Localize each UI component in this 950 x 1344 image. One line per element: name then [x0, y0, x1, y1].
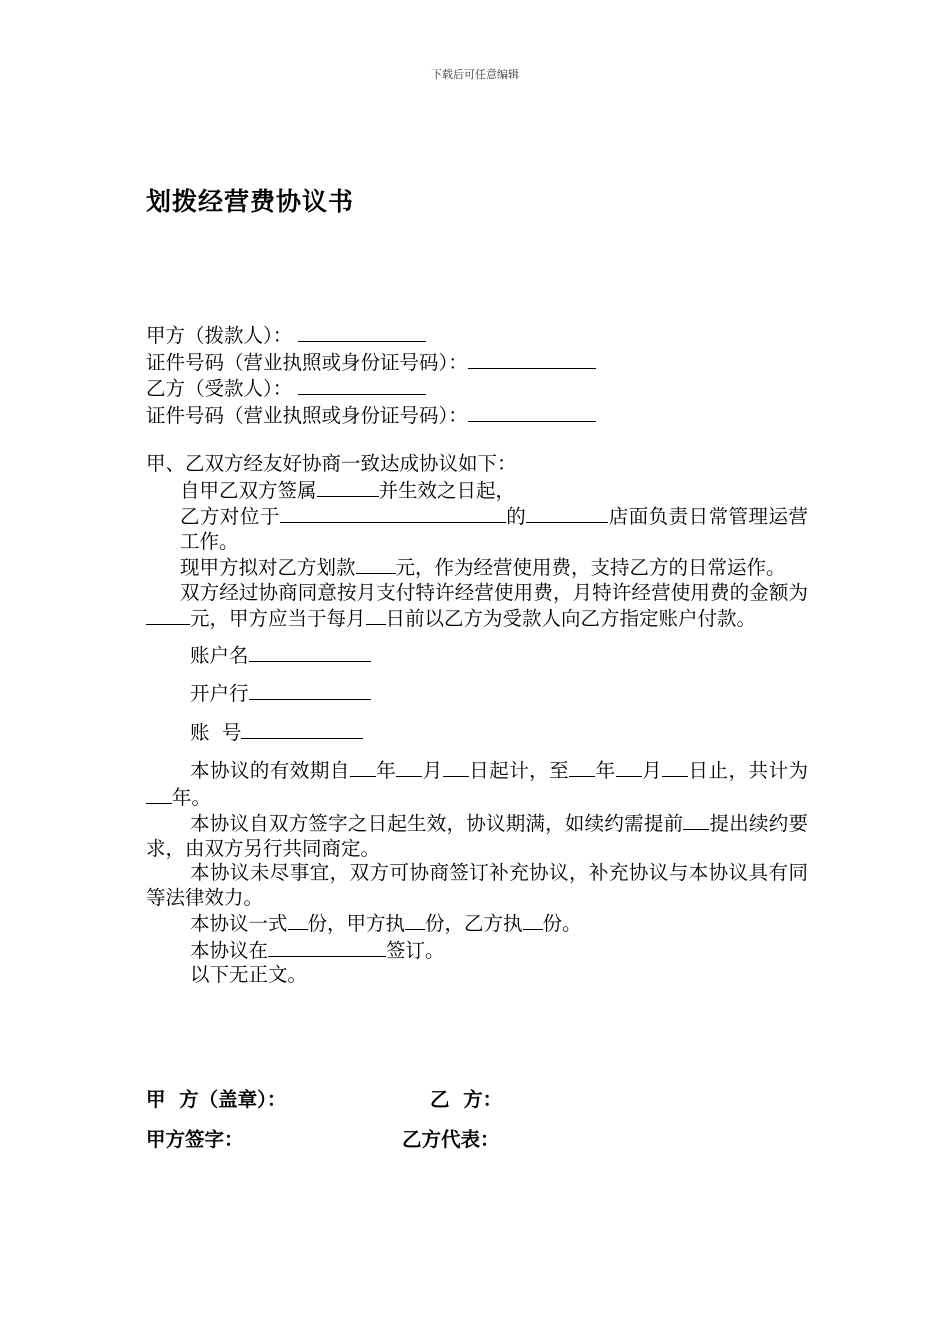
copies-total-blank[interactable] [288, 910, 308, 930]
page-header-note: 下载后可任意编辑 [431, 68, 519, 81]
signing-place-blank[interactable] [268, 937, 386, 957]
start-year-blank[interactable] [350, 757, 376, 777]
copies-a-blank[interactable] [405, 910, 425, 930]
clause-effective-date: 自甲乙双方签属 并生效之日起， [180, 478, 516, 502]
party-a-id-blank[interactable] [468, 349, 596, 369]
document-title: 划拨经营费协议书 [146, 187, 355, 216]
location-blank[interactable] [280, 503, 506, 523]
party-b-id-blank[interactable] [468, 402, 596, 422]
end-month-blank[interactable] [616, 757, 642, 777]
party-a-blank[interactable] [298, 322, 426, 342]
party-a-line [146, 322, 808, 349]
clause-allocation: 现甲方拟对乙方划款 元，作为经营使用费，支持乙方的日常运作。 [180, 556, 786, 579]
account-number-blank[interactable] [241, 719, 363, 739]
monthly-amount-blank[interactable] [146, 605, 190, 625]
total-years-blank[interactable] [146, 784, 172, 804]
clause-monthly-fee: 双方经过协商同意按月支付特许经营使用费，月特许经营使用费的金额为元，甲方应当于每月 日前以乙方为受款人向乙方指定账户付款。 [146, 581, 808, 632]
end-day-blank[interactable] [662, 757, 688, 777]
party-a-signature-label: 甲方签字： [146, 1128, 244, 1151]
clause-end: 以下无正文。 [190, 963, 308, 986]
account-name-blank[interactable] [249, 642, 371, 662]
party-b-id-line [146, 402, 808, 429]
clause-signing-place: 本协议在 签订。 [190, 938, 445, 962]
signing-blank[interactable] [317, 477, 379, 497]
account-bank-line: 开户行 [146, 680, 808, 707]
clause-store-management: 乙方对位于 的 店面负责日常管理运营工作。 [180, 505, 808, 553]
party-b-blank[interactable] [298, 375, 426, 395]
party-a-id-label: 证件号码（营业执照或身份证号码）： [146, 350, 468, 374]
account-number-line: 账 号 [146, 719, 808, 746]
clause-renewal: 本协议自双方签字之日起生效，协议期满，如续约需提前 提出续约要求，由双方另行共同商定。 [146, 812, 808, 860]
end-year-blank[interactable] [569, 757, 595, 777]
intro-line: 甲、乙双方经友好协商一致达成协议如下： [146, 452, 517, 475]
start-month-blank[interactable] [396, 757, 422, 777]
store-blank[interactable] [526, 503, 608, 523]
agreement-body [146, 322, 808, 988]
party-a-seal-label: 甲 方（盖章）： [146, 1088, 287, 1111]
party-a-label: 甲方（拨款人）： [146, 324, 293, 347]
amount-blank[interactable] [356, 554, 396, 574]
party-b-id-label: 证件号码（营业执照或身份证号码）： [146, 403, 468, 427]
start-day-blank[interactable] [443, 757, 469, 777]
pay-day-blank[interactable] [366, 605, 386, 625]
party-b-representative-label: 乙方代表： [402, 1128, 500, 1151]
copies-b-blank[interactable] [523, 910, 543, 930]
party-b-label: 乙方（受款人）： [146, 377, 293, 400]
party-a-id-line [146, 349, 808, 376]
party-b-label-sign: 乙 方： [430, 1088, 503, 1111]
account-name-line: 账户名 [146, 642, 808, 669]
renewal-notice-blank[interactable] [683, 810, 709, 830]
clause-validity-period: 本协议的有效期自 年 月 日起计，至 年 月 日止，共计为 年。 [146, 757, 808, 810]
party-b-line [146, 375, 808, 402]
clause-supplementary: 本协议未尽事宜，双方可协商签订补充协议，补充协议与本协议具有同等法律效力。 [146, 861, 808, 909]
account-bank-blank[interactable] [249, 680, 371, 700]
clause-copies: 本协议一式 份，甲方执 份，乙方执 份。 [190, 912, 582, 935]
